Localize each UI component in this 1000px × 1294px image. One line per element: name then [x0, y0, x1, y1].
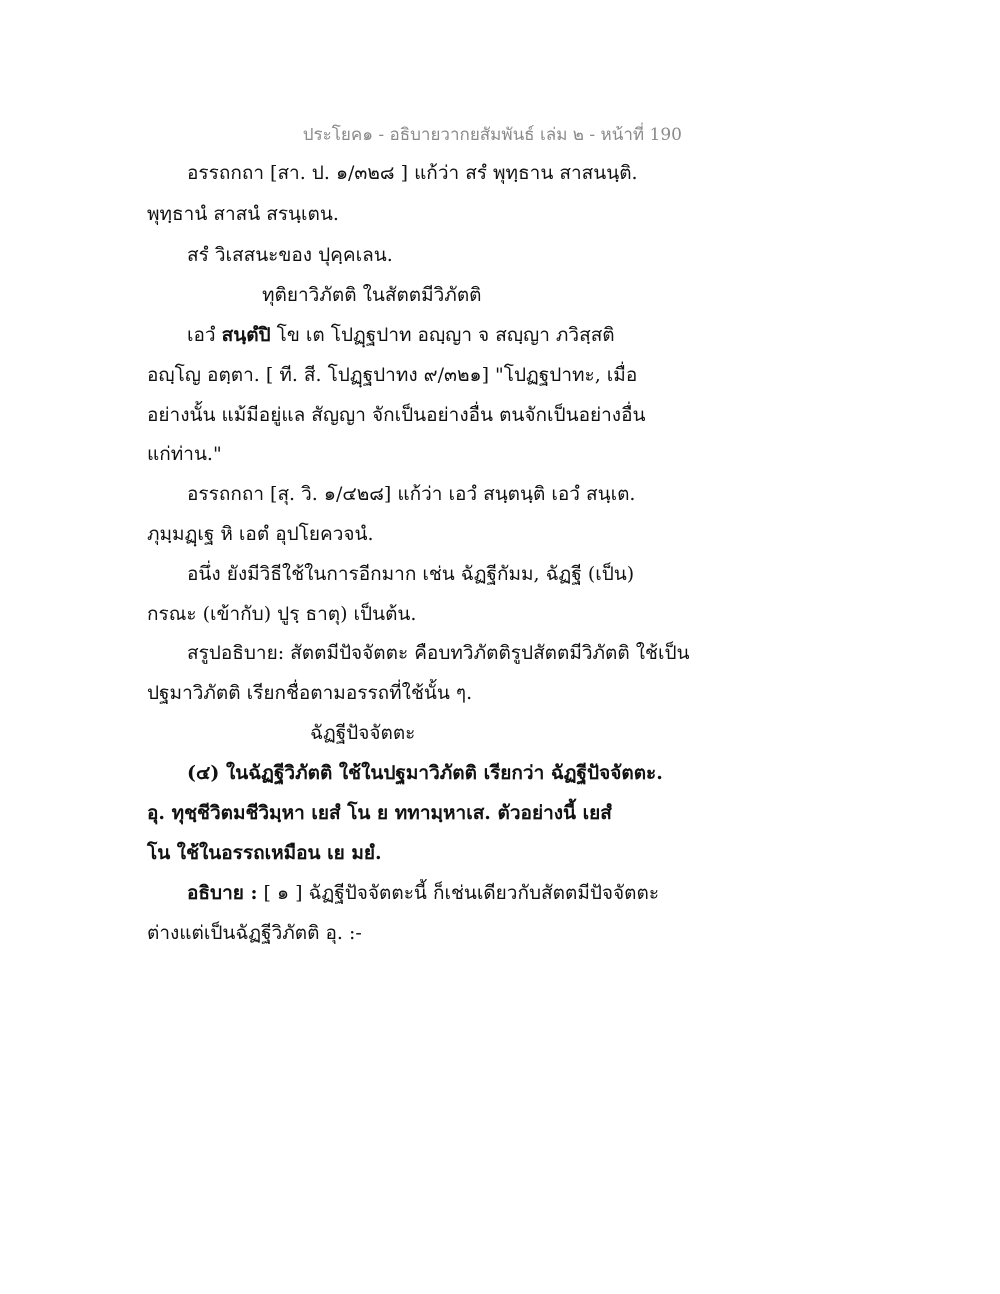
section-heading: ฉัฏฐีปัจจัตตะ: [310, 722, 416, 744]
text-line: [187, 882, 659, 905]
bold-text-line: โน ใช้ในอรรถเหมือน เย มยํ.: [147, 842, 382, 864]
text-line: พุทฺธานํ สาสนํ สรนฺเตน.: [147, 203, 339, 225]
bold-term: อธิบาย :: [187, 882, 258, 904]
text-line: อนึ่ง ยังมีวิธีใช้ในการอีกมาก เช่น ฉัฏฐีกัมม, ฉัฏฐี (เป็น): [187, 563, 635, 585]
text-line: ภุมฺมฏฺเฐ หิ เอตํ อุปโยควจนํ.: [147, 523, 374, 545]
text-line: อรรถกถา [สุ. วิ. ๑/๔๒๘] แก้ว่า เอวํ สนฺตนฺติ เอวํ สนฺเต.: [187, 483, 636, 505]
bold-text-line: (๔) ในฉัฏฐีวิภัตติ ใช้ในปฐมาวิภัตติ เรียกว่า ฉัฏฐีปัจจัตตะ.: [187, 762, 663, 784]
text-span: [ ๑ ] ฉัฏฐีปัจจัตตะนี้ ก็เช่นเดียวกับสัตตมีปัจจัตตะ: [257, 882, 660, 904]
section-heading: ทุติยาวิภัตติ ในสัตตมีวิภัตติ: [262, 284, 482, 306]
text-line: ปฐมาวิภัตติ เรียกชื่อตามอรรถที่ใช้นั้น ๆ.: [147, 682, 473, 704]
running-header: ประโยค๑ - อธิบายวากยสัมพันธ์ เล่ม ๒ - หน้าที่ 190: [302, 125, 682, 145]
text-line: [187, 324, 615, 347]
text-line: อญฺโญ อตฺตา. [ ที. สี. โปฏฺฐปาทง ๙/๓๒๑] "โปฏฐปาทะ, เมื่อ: [147, 364, 638, 386]
text-line: สรูปอธิบาย: สัตตมีปัจจัตตะ คือบทวิภัตติรูปสัตตมีวิภัตติ ใช้เป็น: [187, 642, 690, 664]
text-line: อย่างนั้น แม้มีอยู่แล สัญญา จักเป็นอย่างอื่น ตนจักเป็นอย่างอื่น: [147, 404, 646, 426]
text-line: ต่างแต่เป็นฉัฏฐีวิภัตติ อุ. :-: [147, 922, 362, 944]
text-span: โข เต โปฏฺฐปาท อญฺญา จ สญฺญา ภวิสฺสติ: [270, 324, 615, 346]
text-line: สรํ วิเสสนะของ ปุคฺคเลน.: [187, 244, 393, 266]
text-span: เอวํ: [187, 324, 222, 346]
text-line: กรณะ (เข้ากับ) ปูรฺ ธาตุ) เป็นต้น.: [147, 603, 417, 625]
bold-term: สนฺตํปิ: [221, 324, 271, 346]
text-line: แก่ท่าน.": [147, 443, 222, 465]
text-line: อรรถกถา [สา. ป. ๑/๓๒๘ ] แก้ว่า สรํ พุทฺธาน สาสนนฺติ.: [187, 162, 638, 184]
bold-text-line: อุ. ทุชฺชีวิตมชีวิมฺหา เยสํ โน ย ททามฺหาเส. ตัวอย่างนี้ เยสํ: [147, 802, 612, 824]
